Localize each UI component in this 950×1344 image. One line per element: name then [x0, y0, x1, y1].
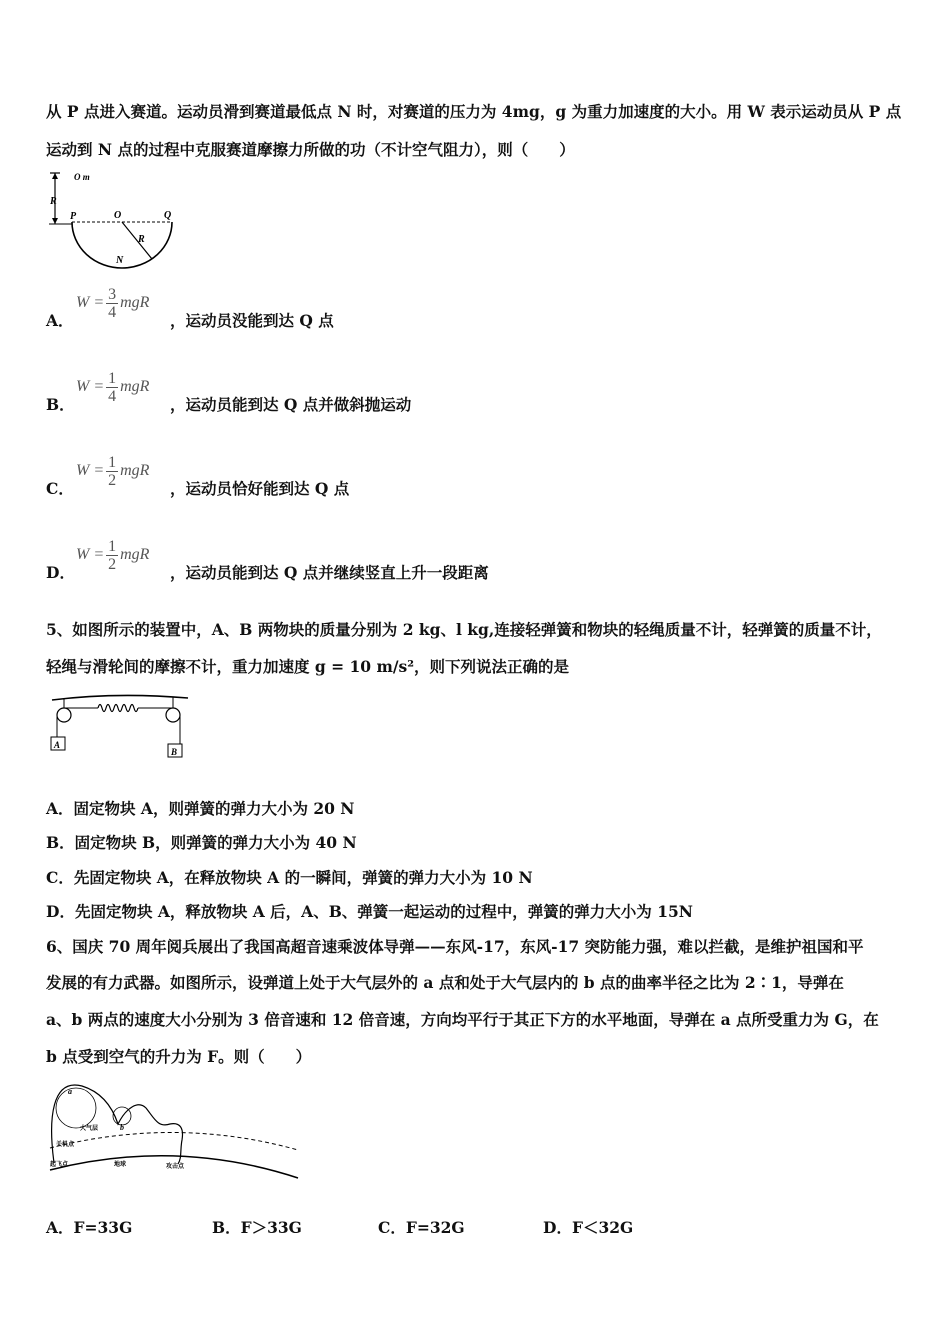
fraction [106, 454, 118, 489]
q6-choice-b[interactable]: B．F＞33G [212, 1218, 302, 1237]
q5-option-d[interactable]: D．先固定物块 A，释放物块 A 后，A、B、弹簧一起运动的过程中，弹簧的弹力大小为 15N [46, 902, 693, 921]
q4-option-a-text: ，运动员没能到达 Q 点 [170, 311, 334, 330]
q5-fig-label-b: B [171, 747, 178, 757]
fraction [106, 538, 118, 573]
q4-fig-label-p: P [70, 211, 77, 222]
fraction [106, 286, 118, 321]
q6-stem-line-2: 发展的有力武器。如图所示，设弹道上处于大气层外的 a 点和处于大气层内的 b 点的曲率半径之比为 2∶1，导弹在 [46, 973, 844, 992]
q6-stem-line-4: b 点受到空气的升力为 F。则（ ） [46, 1047, 312, 1066]
q6-fig-label-atmosphere: 大气层 [80, 1125, 99, 1132]
denominator: 2 [108, 472, 117, 489]
fraction [106, 370, 118, 405]
q4-option-b-text: ，运动员能到达 Q 点并做斜抛运动 [170, 395, 412, 414]
numerator: 3 [108, 286, 117, 303]
q4-option-c-formula [76, 454, 149, 489]
q4-option-d-formula [76, 538, 149, 573]
q6-choice-a[interactable]: A．F=33G [46, 1218, 133, 1237]
q5-option-b[interactable]: B．固定物块 B，则弹簧的弹力大小为 40 N [46, 833, 357, 852]
q5-option-c[interactable]: C．先固定物块 A，在释放物块 A 的一瞬间，弹簧的弹力大小为 10 N [46, 868, 533, 887]
formula-lhs: W = [76, 378, 105, 396]
q5-pulley-figure [46, 686, 196, 766]
formula-rhs: mgR [120, 378, 150, 396]
q4-stem-line-2: 运动到 N 点的过程中克服赛道摩擦力所做的功（不计空气阻力），则（ ） [46, 140, 575, 159]
q6-choice-d[interactable]: D．F＜32G [543, 1218, 634, 1237]
formula-lhs: W = [76, 546, 105, 564]
q6-choice-c[interactable]: C．F=32G [378, 1218, 465, 1237]
q4-fig-label-top: O m [74, 172, 90, 182]
q6-fig-label-b: b [120, 1123, 124, 1132]
q4-fig-label-q: Q [164, 210, 172, 221]
q6-fig-label-earth: 地球 [114, 1161, 127, 1168]
q6-fig-label-target: 攻击点 [166, 1163, 185, 1170]
q4-option-d-label: D． [46, 563, 75, 582]
numerator: 1 [108, 538, 117, 555]
q4-track-figure [46, 168, 186, 270]
denominator: 2 [108, 556, 117, 573]
formula-lhs: W = [76, 462, 105, 480]
q4-fig-label-o: O [114, 210, 122, 221]
q5-fig-label-a: A [54, 740, 61, 750]
q6-stem-line-3: a、b 两点的速度大小分别为 3 倍音速和 12 倍音速，方向均平行于其正下方的水平地面，导弹在 a 点所受重力为 G，在 [46, 1010, 879, 1029]
q4-fig-label-r-slant: R [138, 234, 145, 245]
q4-fig-label-r-left: R [50, 196, 57, 207]
q4-option-c-label: C． [46, 479, 74, 498]
q6-fig-label-shutdown: 关机点 [56, 1141, 75, 1148]
q6-stem-line-1: 6、国庆 70 周年阅兵展出了我国高超音速乘波体导弹——东风-17，东风-17 突防能力强，难以拦截，是维护祖国和平 [46, 937, 864, 956]
formula-lhs: W = [76, 294, 105, 312]
q4-option-a-formula [76, 286, 149, 321]
formula-rhs: mgR [120, 294, 150, 312]
q4-fig-label-n: N [116, 255, 124, 266]
q6-fig-label-launch: 起飞点 [50, 1161, 69, 1168]
denominator: 4 [108, 304, 117, 321]
formula-rhs: mgR [120, 546, 150, 564]
q4-option-b-formula [76, 370, 149, 405]
q4-option-d-text: ，运动员能到达 Q 点并继续竖直上升一段距离 [170, 563, 489, 582]
q4-stem-line-1: 从 P 点进入赛道。运动员滑到赛道最低点 N 时，对赛道的压力为 4mg，g 为重力加速度的大小。用 W 表示运动员从 P 点 [46, 102, 902, 121]
q5-stem-line-2: 轻绳与滑轮间的摩擦不计，重力加速度 g = 10 m/s²，则下列说法正确的是 [46, 657, 570, 676]
q6-trajectory-figure [46, 1078, 302, 1182]
q5-stem-line-1: 5、如图所示的装置中，A、B 两物块的质量分别为 2 kg、l kg,连接轻弹簧和物块的轻绳质量不计，轻弹簧的质量不计， [46, 620, 882, 639]
q4-option-c-text: ，运动员恰好能到达 Q 点 [170, 479, 350, 498]
q6-fig-label-a: a [68, 1087, 72, 1096]
formula-rhs: mgR [120, 462, 150, 480]
q4-option-b-label: B． [46, 395, 75, 414]
denominator: 4 [108, 388, 117, 405]
q4-option-a-label: A． [46, 311, 74, 330]
numerator: 1 [108, 454, 117, 471]
numerator: 1 [108, 370, 117, 387]
q5-option-a[interactable]: A．固定物块 A，则弹簧的弹力大小为 20 N [46, 799, 355, 818]
